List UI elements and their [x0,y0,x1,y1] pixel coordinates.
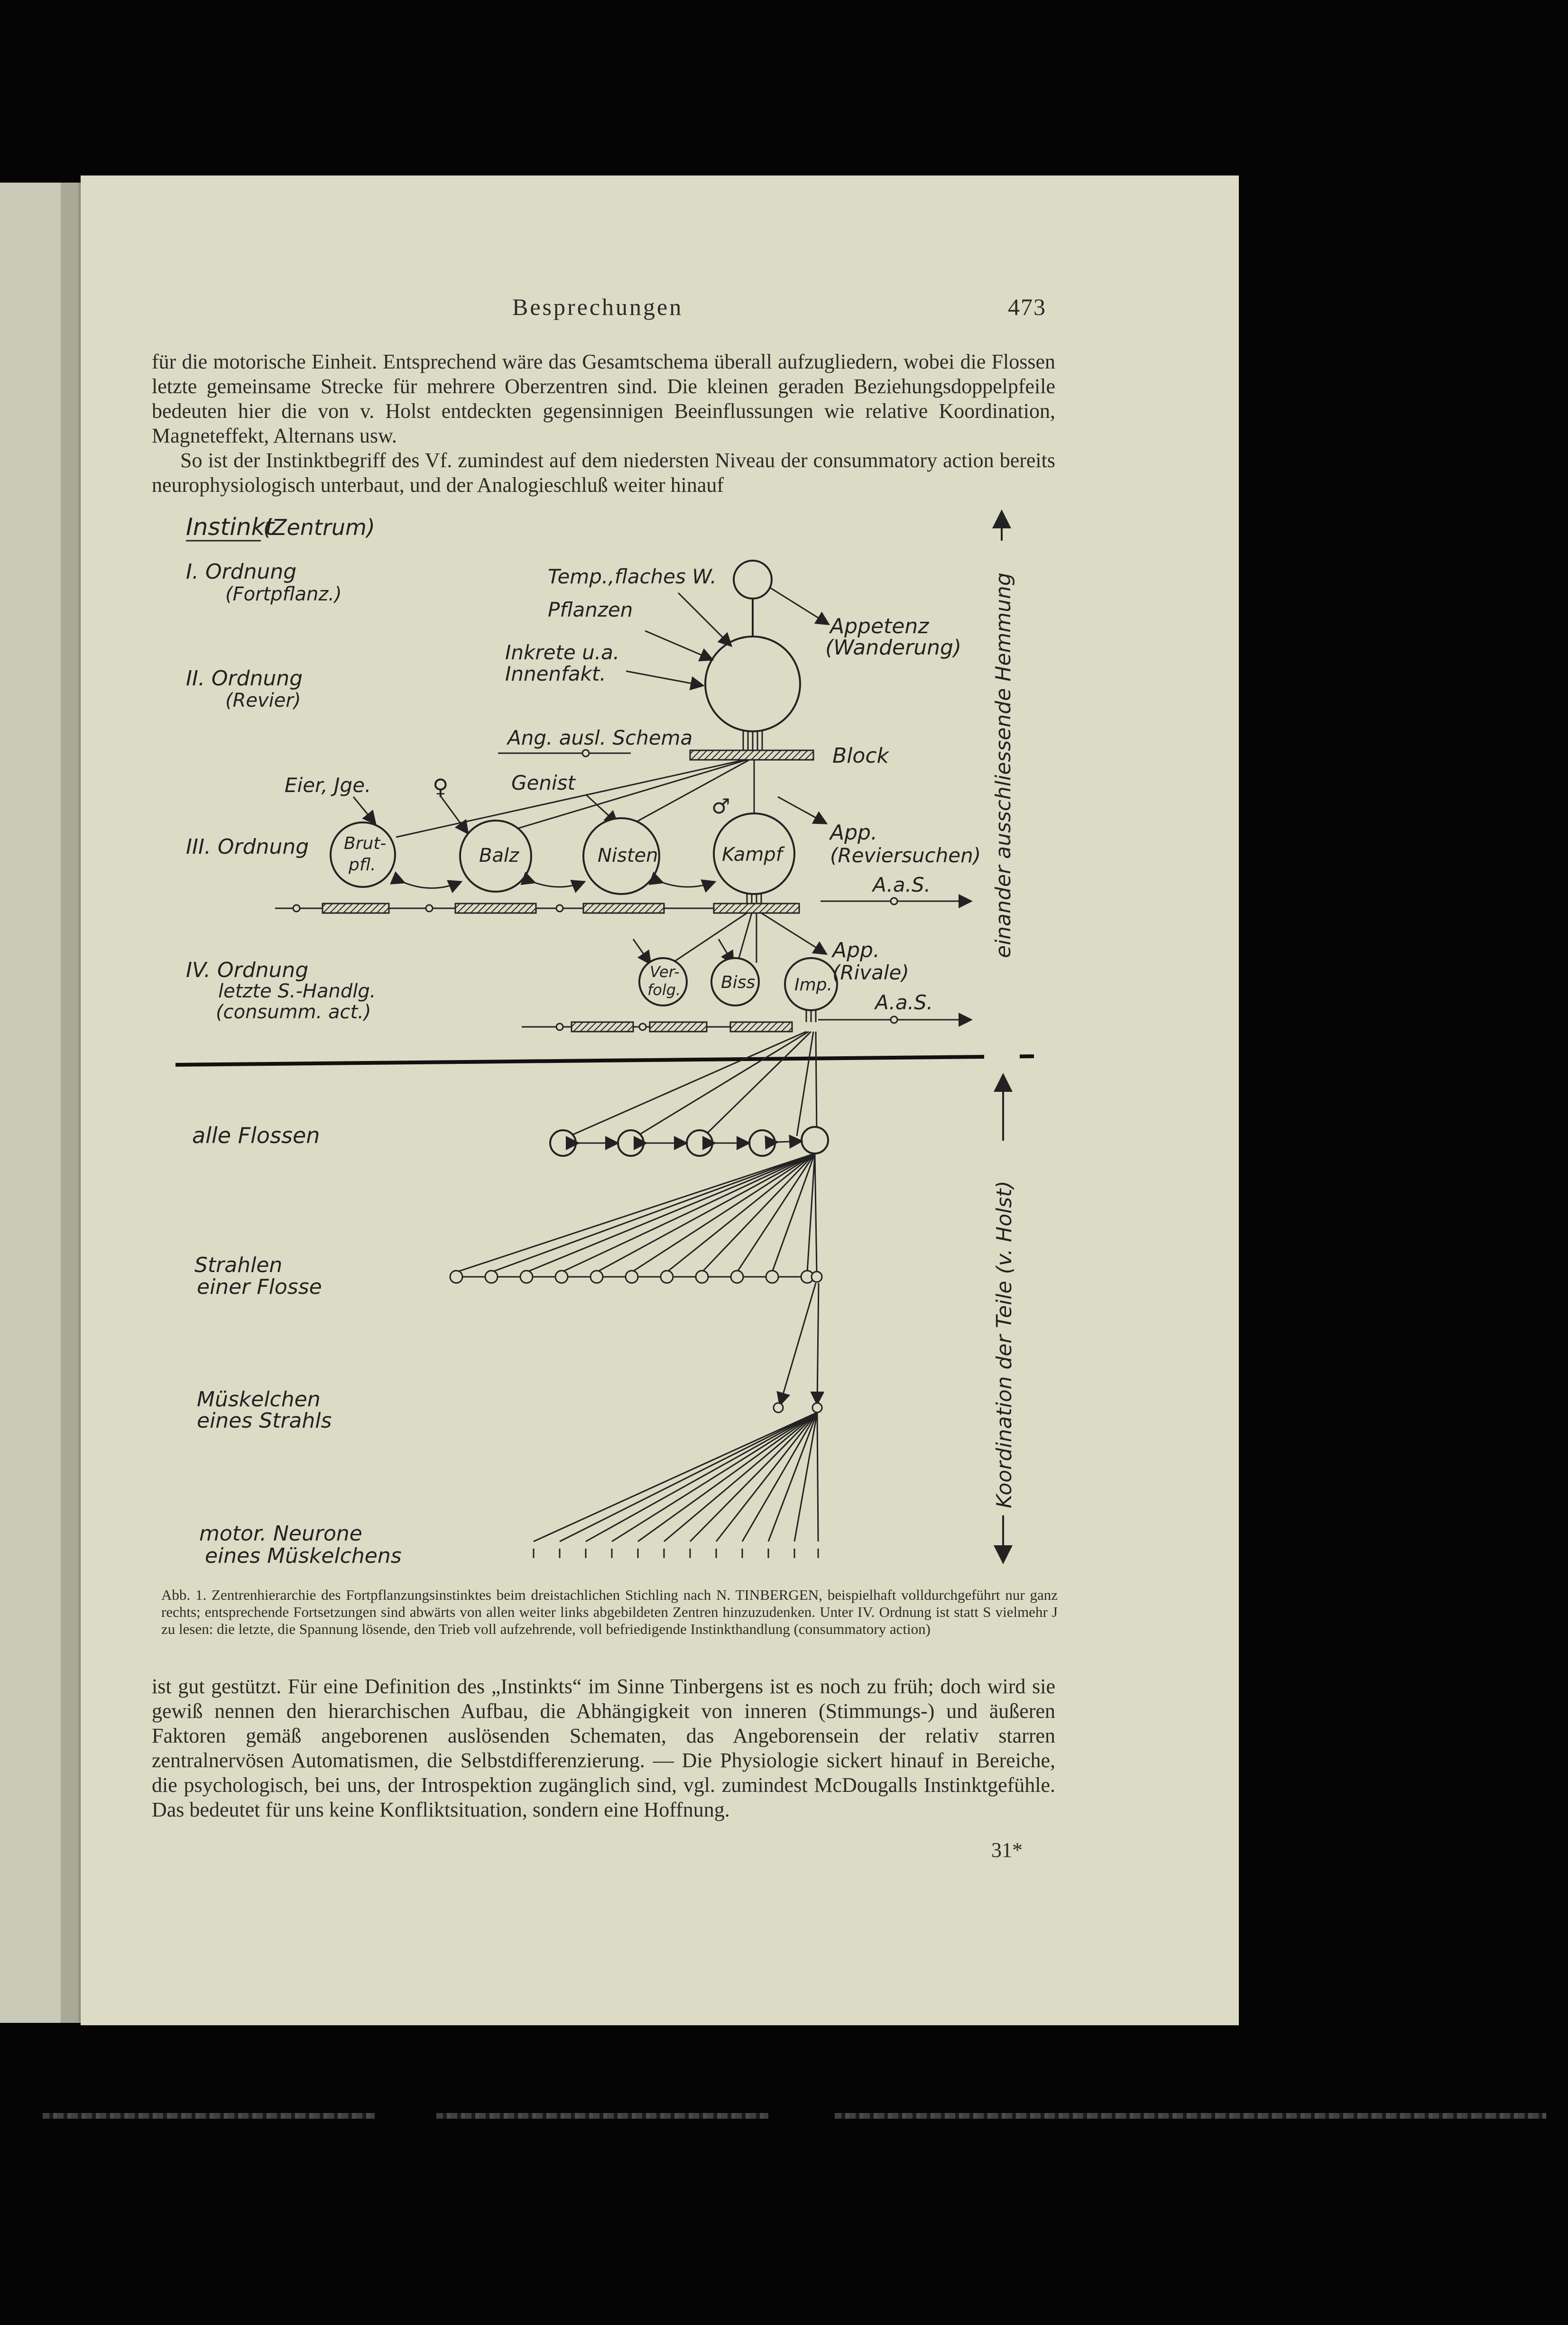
label-aas-2: A.a.S. [875,991,933,1014]
node-brutpflege-label-2: pfl. [349,855,376,875]
input-temp: Temp.,flaches W. [548,565,717,588]
label-app-rivale-2: (Rivale) [832,961,909,984]
label-strahlen-2: einer Flosse [197,1275,322,1299]
flossen-row [550,1127,828,1156]
coupling-brut-balz [403,882,460,888]
label-appetenz-2: (Wanderung) [825,636,962,660]
bottom-scan-strip-2 [436,2113,768,2119]
paragraph-3: ist gut gestützt. Für eine Definition des „Instinkts“ im Sinne Tinbergens ist es noch zu früh; doch wird sie gewiß nennen den hierarchischen Aufbau, die Abhängigkeit von inneren (Stimmungs-) und äußeren Faktoren gemäß angeborenen auslösenden Schematen, das Angeborensein der relativ starren zentralnervösen Automatismen, die Selbstdifferenzierung. — Die Physiologie sickert hinauf in Bereiche, die psychologisch, bei uns, der Introspektion zugänglich sind, vgl. zumindest McDougalls Instinktgefühle. Das bedeutet für uns keine Konfliktsituation, sondern eine Hoffnung. [152,1675,1055,1821]
level-3-name: III. Ordnung [186,835,309,859]
node-imponieren-label: Imp. [794,975,832,995]
strahlen-row [450,1271,822,1283]
level-4-name: IV. Ordnung [186,958,309,982]
node-level-1 [734,561,772,599]
node-verfolgen-label-1: Ver- [650,963,680,981]
fibres-kampf-to-block [747,894,761,904]
label-muskel-1: Müskelchen [197,1387,321,1412]
links-to-flossen [564,1032,817,1138]
level-4-block-row [522,1022,792,1032]
node-kampf-label: Kampf [722,844,783,866]
label-app-revier-2: (Reviersuchen) [830,844,981,867]
figure-title-main: Instinkt [186,513,275,541]
input-male: ♂ [711,794,730,819]
figure-caption: Abb. 1. Zentrenhierarchie des Fortpflanzungsinstinktes beim dreistachlichen Stichling nach N. TINBERGEN, beispielhaft volldurchgeführt nur ganz rechts; entsprechende Fortsetzungen sind abwärts von allen weiter links abgebildeten Zentren hinzuzudenken. Unter IV. Ordnung ist statt S vielmehr J zu lesen: die letzte, die Spannung lösende, den Trieb voll aufzehrende, voll befriedigende Instinkthandlung (consummatory action) [161,1587,1058,1637]
book-page [81,175,1239,2025]
arrow-to-muskel-right [817,1283,819,1403]
coupling-balz-nisten [534,882,583,887]
running-head: Besprechungen [512,294,683,320]
dot-aas-1 [891,898,897,904]
level-2-sub: (Revier) [225,690,301,711]
instinct-hierarchy-figure [81,175,1239,1598]
arrow-to-muskel-left [780,1283,816,1404]
book-gutter [61,183,81,2023]
label-ang-schema: Ang. ausl. Schema [507,726,693,749]
node-brutpflege-label-1: Brut- [344,834,387,853]
label-app-rivale-1: App. [832,938,880,962]
paragraph-2: So ist der Instinktbegriff des Vf. zumindest auf dem niedersten Niveau der consummatory action bereits neurophysiologisch unterbaut, und der Analogieschluß weiter hinauf [152,449,1055,497]
label-appetenz-1: Appetenz [830,614,929,638]
page-number: 473 [1008,294,1046,320]
level-3-block-row [275,904,799,913]
arrow-app-revier [778,797,825,823]
input-female: ♀ [433,774,449,800]
block-bar [690,750,813,760]
arrow-appetenz [771,588,828,624]
label-block: Block [832,744,889,768]
node-nisten-label: Nisten [598,845,658,867]
arrow-inkrete [626,671,702,685]
label-neurone-1: motor. Neurone [199,1522,362,1546]
label-strahlen-1: Strahlen [194,1253,283,1277]
label-app-revier-1: App. [830,821,877,845]
bottom-scan-strip-3 [835,2113,1546,2119]
side-label-lower: Koordination der Teile (v. Holst) [992,1181,1016,1508]
figure-separator [175,1056,1034,1065]
signature-mark: 31* [991,1838,1023,1862]
figure-title-paren: (Zentrum) [263,515,375,540]
input-eier: Eier, Jge. [285,774,371,797]
label-alle-flossen: alle Flossen [192,1123,320,1148]
side-label-upper: einander ausschliessende Hemmung [991,572,1015,958]
label-muskel-2: eines Strahls [197,1409,332,1433]
level-1-sub: (Fortpflanz.) [225,583,342,605]
arrow-temp [678,593,730,645]
input-inkrete-2: Innenfakt. [505,662,606,685]
level-1-name: I. Ordnung [186,560,297,584]
neurone-ticks [534,1549,818,1558]
node-muskel-left [774,1403,783,1412]
level-4-sub2: (consumm. act.) [216,1001,371,1023]
input-genist: Genist [511,771,576,794]
node-muskel-right [812,1403,822,1412]
level-2-name: II. Ordnung [186,666,303,691]
label-neurone-2: eines Müskelchens [205,1544,402,1568]
arrow-female [441,797,467,832]
bottom-scan-strip-1 [43,2113,375,2119]
node-level-2 [705,637,800,731]
node-verfolgen-label-2: folg. [647,981,681,999]
paragraph-1: für die motorische Einheit. Entsprechend wäre das Gesamtschema überall aufzugliedern, wobei die Flossen letzte gemeinsame Strecke für mehrere Oberzentren sind. Die kleinen geraden Beziehungsdoppelpfeile bedeuten hier die von v. Holst entdeckten gegensinnigen Beeinflussungen wie relative Koordination, Magneteffekt, Alternans usw. [152,350,1055,447]
label-aas-1: A.a.S. [873,873,931,896]
coupling-nisten-kampf [662,882,714,887]
input-inkrete-1: Inkrete u.a. [505,641,620,664]
level-4-sub: letzte S.-Handlg. [218,980,376,1002]
dot-aas-2 [891,1016,897,1023]
node-brutpflege [331,822,395,887]
dot-ang-schema [582,750,589,757]
fan-to-strahlen [456,1153,817,1272]
fibres-imp-to-block [806,1010,816,1022]
arrow-eier [353,797,375,823]
input-pflanzen: Pflanzen [548,598,633,621]
fan-to-neurone [534,1412,818,1541]
arrow-pflanzen [645,631,711,659]
node-balz-label: Balz [479,845,519,867]
node-biss-label: Biss [721,973,756,992]
